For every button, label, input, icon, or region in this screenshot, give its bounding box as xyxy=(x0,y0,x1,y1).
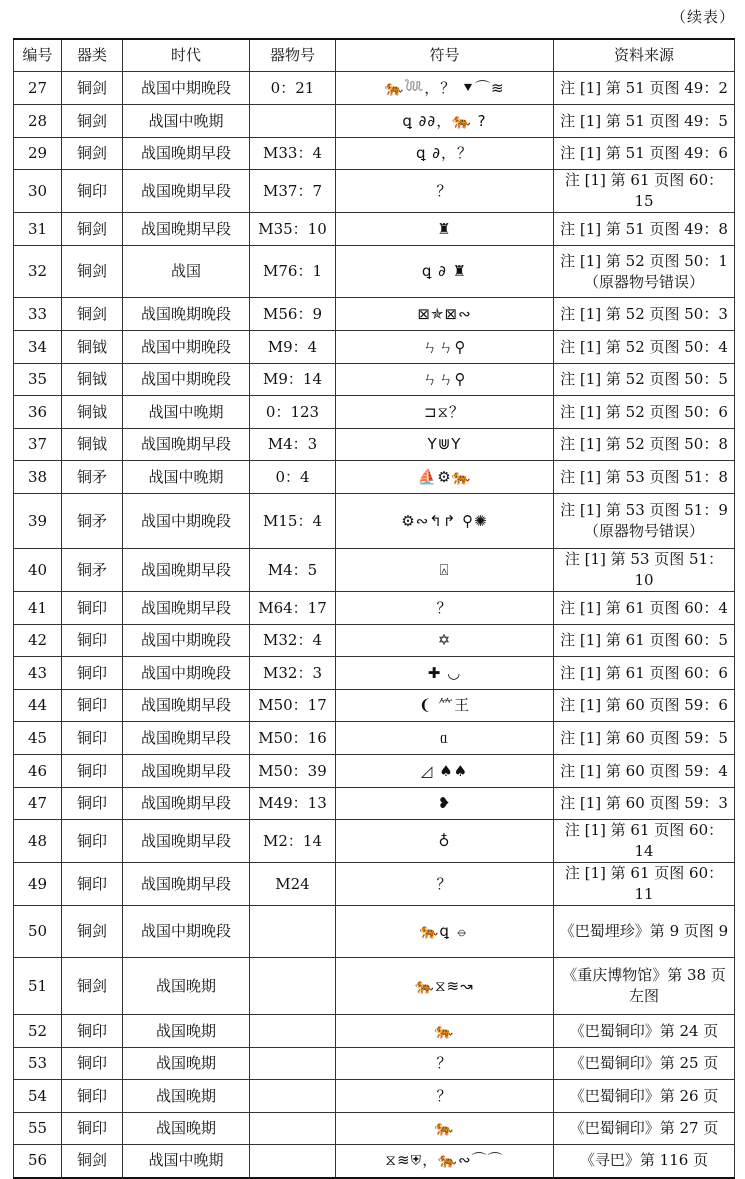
object-number: M4：5 xyxy=(250,549,336,592)
row-number: 53 xyxy=(14,1048,62,1080)
table-row xyxy=(14,494,735,549)
source-reference: 《寻巴》第 116 页 xyxy=(554,1145,735,1178)
object-number: M2：14 xyxy=(250,820,336,863)
object-type: 铜剑 xyxy=(62,1145,123,1178)
symbol-glyphs: 🐅ꝗ ⦵ xyxy=(336,906,554,958)
object-number xyxy=(250,1015,336,1048)
period: 战国晚期早段 xyxy=(123,690,250,722)
symbol-glyphs: ❥ xyxy=(336,788,554,820)
header-object-type: 器类 xyxy=(62,39,123,72)
source-reference: 注 [1] 第 52 页图 50：8 xyxy=(554,429,735,461)
symbol-glyphs: ◿ ♠♠ xyxy=(336,755,554,788)
table-row xyxy=(14,461,735,494)
symbol-glyphs: ✚ ◡ xyxy=(336,657,554,690)
object-type: 铜剑 xyxy=(62,246,123,298)
table-row xyxy=(14,105,735,138)
object-type: 铜剑 xyxy=(62,213,123,246)
period: 战国晚期早段 xyxy=(123,820,250,863)
object-number: 0：21 xyxy=(250,72,336,105)
source-reference: 注 [1] 第 53 页图 51：10 xyxy=(554,549,735,592)
period: 战国中期晚段 xyxy=(123,906,250,958)
header-row xyxy=(14,39,735,72)
period: 战国晚期 xyxy=(123,1113,250,1145)
object-number: M32：4 xyxy=(250,625,336,657)
symbol-glyphs: ⍓ xyxy=(336,549,554,592)
period: 战国晚期早段 xyxy=(123,170,250,213)
row-number: 55 xyxy=(14,1113,62,1145)
symbol-glyphs: ？ xyxy=(336,1080,554,1113)
row-number: 48 xyxy=(14,820,62,863)
row-number: 41 xyxy=(14,592,62,625)
row-number: 42 xyxy=(14,625,62,657)
row-number: 32 xyxy=(14,246,62,298)
table-row xyxy=(14,863,735,906)
row-number: 52 xyxy=(14,1015,62,1048)
source-reference: 注 [1] 第 51 页图 49：2 xyxy=(554,72,735,105)
object-type: 铜剑 xyxy=(62,138,123,170)
table-row xyxy=(14,1015,735,1048)
object-type: 铜印 xyxy=(62,625,123,657)
symbol-glyphs: ꝗ ∂，？ xyxy=(336,138,554,170)
symbol-glyphs: ？ xyxy=(336,1048,554,1080)
table-row xyxy=(14,820,735,863)
source-reference: 注 [1] 第 52 页图 50：6 xyxy=(554,396,735,429)
object-number: M49：13 xyxy=(250,788,336,820)
row-number: 30 xyxy=(14,170,62,213)
table-row xyxy=(14,396,735,429)
object-type: 铜钺 xyxy=(62,364,123,396)
row-number: 45 xyxy=(14,722,62,755)
symbol-glyphs: ꝗ ∂∂，🐅 ? xyxy=(336,105,554,138)
source-reference: 注 [1] 第 61 页图 60：5 xyxy=(554,625,735,657)
row-number: 43 xyxy=(14,657,62,690)
object-number: 0：123 xyxy=(250,396,336,429)
period: 战国晚期 xyxy=(123,1015,250,1048)
source-reference: 注 [1] 第 51 页图 49：5 xyxy=(554,105,735,138)
period: 战国中期晚段 xyxy=(123,72,250,105)
symbol-glyphs: ⧖≋⛨，🐅∾⌒⌒ xyxy=(336,1145,554,1178)
symbol-glyphs: ⊐⧖？ xyxy=(336,396,554,429)
object-type: 铜钺 xyxy=(62,429,123,461)
table-row xyxy=(14,364,735,396)
period: 战国晚期早段 xyxy=(123,429,250,461)
period: 战国晚期 xyxy=(123,1048,250,1080)
source-reference: 注 [1] 第 53 页图 51：8 xyxy=(554,461,735,494)
object-number xyxy=(250,1080,336,1113)
symbol-glyphs: ㄣㄣ⚲ xyxy=(336,331,554,364)
table-row xyxy=(14,690,735,722)
object-number: 0：4 xyxy=(250,461,336,494)
period: 战国中期晚段 xyxy=(123,657,250,690)
object-type: 铜钺 xyxy=(62,331,123,364)
object-number xyxy=(250,1113,336,1145)
row-number: 44 xyxy=(14,690,62,722)
row-number: 46 xyxy=(14,755,62,788)
symbol-glyphs: ？ xyxy=(336,592,554,625)
object-number xyxy=(250,958,336,1015)
source-reference: 《巴蜀铜印》第 25 页 xyxy=(554,1048,735,1080)
period: 战国中晚期 xyxy=(123,461,250,494)
source-reference: 《巴蜀铜印》第 24 页 xyxy=(554,1015,735,1048)
source-reference: 《巴蜀埋珍》第 9 页图 9 xyxy=(554,906,735,958)
object-number: M9：14 xyxy=(250,364,336,396)
period: 战国晚期 xyxy=(123,958,250,1015)
object-type: 铜剑 xyxy=(62,958,123,1015)
row-number: 34 xyxy=(14,331,62,364)
table-row xyxy=(14,788,735,820)
object-number: M4：3 xyxy=(250,429,336,461)
row-number: 36 xyxy=(14,396,62,429)
source-reference: 注 [1] 第 61 页图 60：6 xyxy=(554,657,735,690)
header-source: 资料来源 xyxy=(554,39,735,72)
row-number: 50 xyxy=(14,906,62,958)
row-number: 37 xyxy=(14,429,62,461)
row-number: 39 xyxy=(14,494,62,549)
period: 战国晚期早段 xyxy=(123,213,250,246)
object-type: 铜印 xyxy=(62,690,123,722)
object-type: 铜印 xyxy=(62,657,123,690)
object-type: 铜剑 xyxy=(62,105,123,138)
symbol-glyphs: Y⋓Y xyxy=(336,429,554,461)
header-symbol: 符号 xyxy=(336,39,554,72)
table-row xyxy=(14,549,735,592)
symbol-glyphs: ？ xyxy=(336,863,554,906)
table-row xyxy=(14,1145,735,1178)
object-type: 铜印 xyxy=(62,820,123,863)
table-row xyxy=(14,213,735,246)
header-period: 时代 xyxy=(123,39,250,72)
period: 战国晚期晚段 xyxy=(123,298,250,331)
symbol-glyphs: ♜ xyxy=(336,213,554,246)
object-type: 铜钺 xyxy=(62,396,123,429)
row-number: 31 xyxy=(14,213,62,246)
source-reference: 注 [1] 第 52 页图 50：1（原器物号错误） xyxy=(554,246,735,298)
object-type: 铜矛 xyxy=(62,549,123,592)
object-type: 铜剑 xyxy=(62,906,123,958)
table-row xyxy=(14,755,735,788)
period: 战国中晚期 xyxy=(123,396,250,429)
table-row xyxy=(14,331,735,364)
table-row xyxy=(14,722,735,755)
symbol-glyphs: 🐅𓆙，？ ⯆⌒≋ xyxy=(336,72,554,105)
table-row xyxy=(14,958,735,1015)
continued-label: （续表） xyxy=(670,8,735,26)
symbol-glyphs: ♁ xyxy=(336,820,554,863)
source-reference: 注 [1] 第 53 页图 51：9（原器物号错误） xyxy=(554,494,735,549)
source-reference: 注 [1] 第 60 页图 59：4 xyxy=(554,755,735,788)
table-row xyxy=(14,657,735,690)
object-type: 铜印 xyxy=(62,722,123,755)
header-object-number: 器物号 xyxy=(250,39,336,72)
header-number: 编号 xyxy=(14,39,62,72)
source-reference: 注 [1] 第 52 页图 50：4 xyxy=(554,331,735,364)
table-row xyxy=(14,246,735,298)
source-reference: 《巴蜀铜印》第 27 页 xyxy=(554,1113,735,1145)
symbol-glyphs: 🐅 xyxy=(336,1015,554,1048)
table-row xyxy=(14,1113,735,1145)
period: 战国中晚期 xyxy=(123,105,250,138)
table-row xyxy=(14,906,735,958)
period: 战国晚期早段 xyxy=(123,755,250,788)
period: 战国晚期 xyxy=(123,1080,250,1113)
object-number: M15：4 xyxy=(250,494,336,549)
symbol-glyphs: ᥲ xyxy=(336,722,554,755)
period: 战国晚期早段 xyxy=(123,722,250,755)
table-row xyxy=(14,298,735,331)
object-number: M50：39 xyxy=(250,755,336,788)
row-number: 27 xyxy=(14,72,62,105)
source-reference: 注 [1] 第 51 页图 49：8 xyxy=(554,213,735,246)
row-number: 47 xyxy=(14,788,62,820)
row-number: 38 xyxy=(14,461,62,494)
object-number: M64：17 xyxy=(250,592,336,625)
source-reference: 注 [1] 第 61 页图 60：4 xyxy=(554,592,735,625)
object-type: 铜印 xyxy=(62,863,123,906)
object-type: 铜矛 xyxy=(62,461,123,494)
object-type: 铜印 xyxy=(62,755,123,788)
object-type: 铜印 xyxy=(62,1113,123,1145)
period: 战国晚期早段 xyxy=(123,863,250,906)
symbol-glyphs: 🐅 xyxy=(336,1113,554,1145)
object-number: M35：10 xyxy=(250,213,336,246)
symbol-glyphs: ⛵⚙🐅 xyxy=(336,461,554,494)
row-number: 28 xyxy=(14,105,62,138)
row-number: 29 xyxy=(14,138,62,170)
table-row xyxy=(14,170,735,213)
source-reference: 注 [1] 第 61 页图 60：14 xyxy=(554,820,735,863)
source-reference: 注 [1] 第 52 页图 50：3 xyxy=(554,298,735,331)
object-type: 铜剑 xyxy=(62,72,123,105)
source-reference: 注 [1] 第 61 页图 60：15 xyxy=(554,170,735,213)
object-number xyxy=(250,1145,336,1178)
table-row xyxy=(14,429,735,461)
symbol-glyphs: 🐅⧖≋↝ xyxy=(336,958,554,1015)
object-number xyxy=(250,105,336,138)
object-number: M33：4 xyxy=(250,138,336,170)
object-number xyxy=(250,906,336,958)
object-number: M76：1 xyxy=(250,246,336,298)
object-number: M50：16 xyxy=(250,722,336,755)
symbol-glyphs: ❨ ⺮王 xyxy=(336,690,554,722)
period: 战国晚期早段 xyxy=(123,549,250,592)
object-type: 铜剑 xyxy=(62,298,123,331)
object-number: M32：3 xyxy=(250,657,336,690)
source-reference: 注 [1] 第 60 页图 59：5 xyxy=(554,722,735,755)
period: 战国中晚期 xyxy=(123,1145,250,1178)
period: 战国中期晚段 xyxy=(123,625,250,657)
period: 战国中期晚段 xyxy=(123,364,250,396)
row-number: 40 xyxy=(14,549,62,592)
object-number: M50：17 xyxy=(250,690,336,722)
object-number: M24 xyxy=(250,863,336,906)
symbol-glyphs: ㄣㄣ⚲ xyxy=(336,364,554,396)
period: 战国晚期早段 xyxy=(123,788,250,820)
table-row xyxy=(14,592,735,625)
object-type: 铜印 xyxy=(62,1048,123,1080)
source-reference: 《巴蜀铜印》第 26 页 xyxy=(554,1080,735,1113)
object-type: 铜矛 xyxy=(62,494,123,549)
object-type: 铜印 xyxy=(62,788,123,820)
source-reference: 注 [1] 第 52 页图 50：5 xyxy=(554,364,735,396)
object-type: 铜印 xyxy=(62,592,123,625)
object-number: M9：4 xyxy=(250,331,336,364)
symbol-catalog-table xyxy=(13,38,735,1179)
object-type: 铜印 xyxy=(62,170,123,213)
period: 战国中期晚段 xyxy=(123,331,250,364)
symbol-glyphs: ？ xyxy=(336,170,554,213)
symbol-glyphs: ⚙∾↰↱ ⚲✺ xyxy=(336,494,554,549)
row-number: 33 xyxy=(14,298,62,331)
table-row xyxy=(14,138,735,170)
source-reference: 注 [1] 第 60 页图 59：3 xyxy=(554,788,735,820)
row-number: 49 xyxy=(14,863,62,906)
object-number: M56：9 xyxy=(250,298,336,331)
period: 战国晚期早段 xyxy=(123,592,250,625)
table-row xyxy=(14,1080,735,1113)
object-number xyxy=(250,1048,336,1080)
period: 战国中期晚段 xyxy=(123,494,250,549)
row-number: 51 xyxy=(14,958,62,1015)
table-row xyxy=(14,1048,735,1080)
table-row xyxy=(14,72,735,105)
object-type: 铜印 xyxy=(62,1015,123,1048)
row-number: 35 xyxy=(14,364,62,396)
source-reference: 注 [1] 第 60 页图 59：6 xyxy=(554,690,735,722)
row-number: 56 xyxy=(14,1145,62,1178)
symbol-glyphs: ꝗ ∂ ♜ xyxy=(336,246,554,298)
object-type: 铜印 xyxy=(62,1080,123,1113)
symbol-glyphs: ✡ xyxy=(336,625,554,657)
table-row xyxy=(14,625,735,657)
period: 战国晚期早段 xyxy=(123,138,250,170)
object-number: M37：7 xyxy=(250,170,336,213)
source-reference: 注 [1] 第 51 页图 49：6 xyxy=(554,138,735,170)
row-number: 54 xyxy=(14,1080,62,1113)
symbol-glyphs: ⊠✯⊠∾ xyxy=(336,298,554,331)
source-reference: 《重庆博物馆》第 38 页左图 xyxy=(554,958,735,1015)
period: 战国 xyxy=(123,246,250,298)
source-reference: 注 [1] 第 61 页图 60：11 xyxy=(554,863,735,906)
